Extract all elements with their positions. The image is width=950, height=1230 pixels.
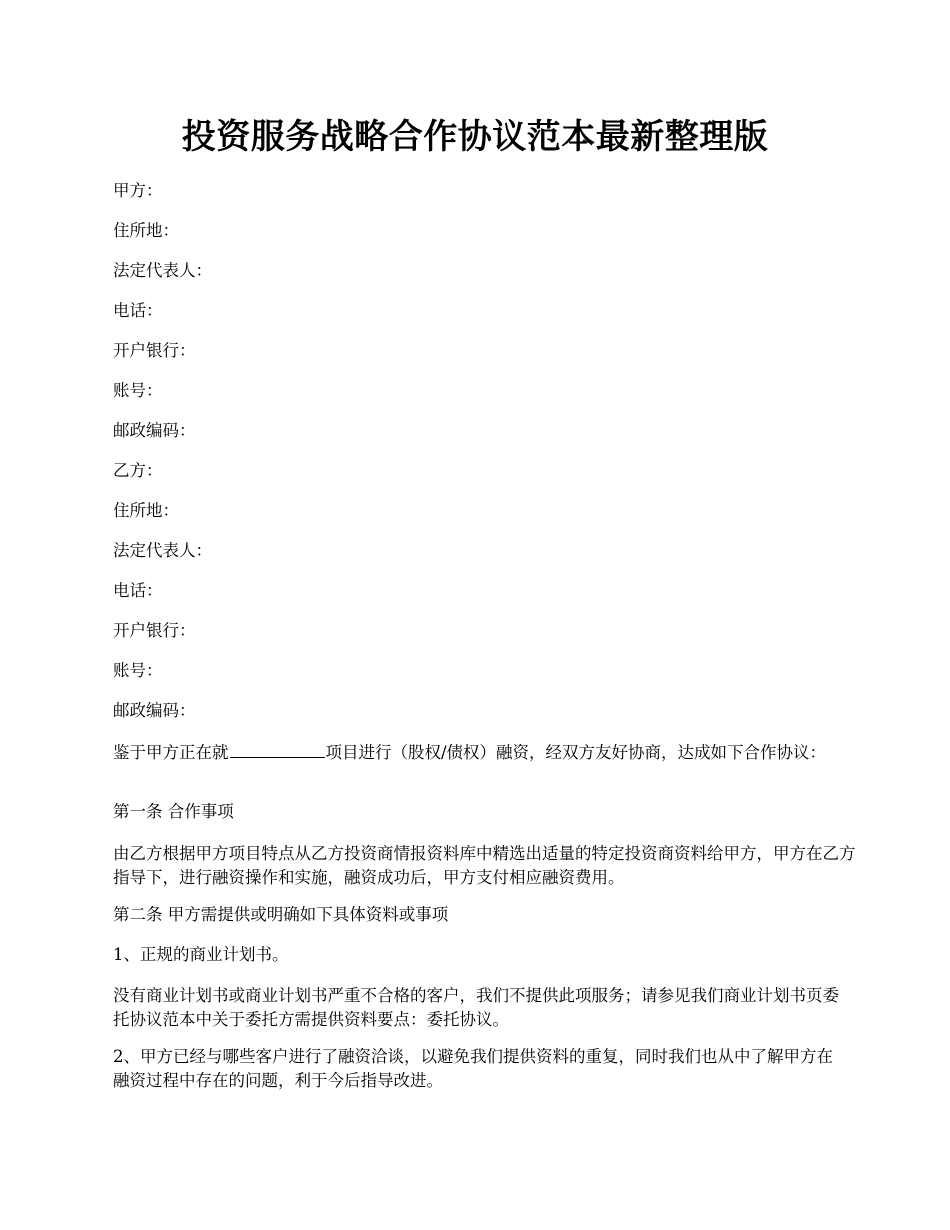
- preamble-after-blank: 项目进行（股权/债权）融资，经双方友好协商，达成如下合作协议：: [325, 743, 827, 762]
- party-b-bank-label: 开户银行：: [113, 621, 196, 640]
- party-a-address-label: 住所地：: [113, 221, 179, 240]
- party-a-account-label: 账号：: [113, 381, 163, 400]
- project-name-blank: [230, 739, 325, 758]
- party-b-address-label: 住所地：: [113, 501, 179, 520]
- preamble-before-blank: 鉴于甲方正在就: [113, 743, 229, 762]
- party-b-phone-label: 电话：: [113, 581, 163, 600]
- article-1-text: 由乙方根据甲方项目特点从乙方投资商情报资料库中精选出适量的特定投资商资料给甲方，甲方在乙方指导下，进行融资操作和实施，融资成功后，甲方支付相应融资费用。: [113, 844, 856, 887]
- item-1-note: 没有商业计划书或商业计划书严重不合格的客户，我们不提供此项服务；请参见我们商业计划书页委托协议范本中关于委托方需提供资料要点：委托协议。: [113, 986, 839, 1029]
- party-b-account-label: 账号：: [113, 661, 163, 680]
- article-1-heading: 第一条 合作事项: [113, 802, 234, 821]
- party-a-phone-label: 电话：: [113, 301, 163, 320]
- preamble-paragraph: [113, 739, 828, 765]
- article-2-heading: 第二条 甲方需提供或明确如下具体资料或事项: [113, 905, 449, 924]
- party-a-postcode-label: 邮政编码：: [113, 421, 196, 440]
- party-b-postcode-label: 邮政编码：: [113, 701, 196, 720]
- item-2-text: 2、甲方已经与哪些客户进行了融资洽谈，以避免我们提供资料的重复，同时我们也从中了解甲方在融资过程中存在的问题，利于今后指导改进。: [113, 1047, 833, 1090]
- party-a-legal-rep-label: 法定代表人：: [113, 261, 212, 280]
- party-b-label: 乙方：: [113, 461, 163, 480]
- party-a-bank-label: 开户银行：: [113, 341, 196, 360]
- party-b-legal-rep-label: 法定代表人：: [113, 541, 212, 560]
- item-1-text: 1、正规的商业计划书。: [113, 945, 289, 964]
- party-a-label: 甲方：: [113, 181, 163, 200]
- document-title: 投资服务战略合作协议范本最新整理版: [181, 117, 769, 157]
